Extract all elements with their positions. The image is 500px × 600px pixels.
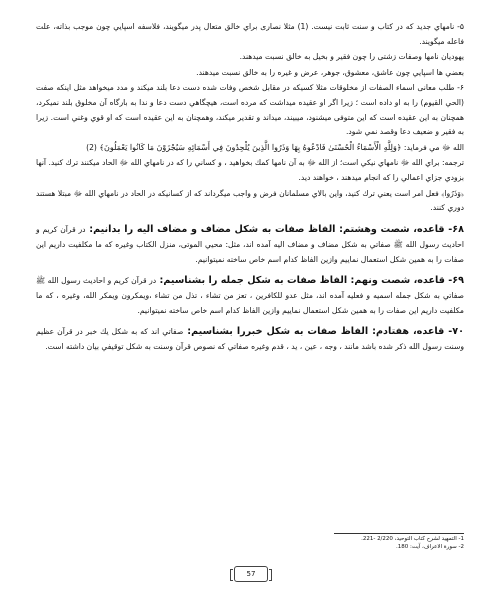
- paragraph-seeking-meanings: ۶- طلب معانى اسماء الصفات از مخلوقات مثلا كسيكه در مقابل شخص وفات شده دست دعا بلند ميكند و مدد ميخواهد مثل اينكه صفت (الحي القيوم) را به او داده است ؛ زيرا اگر او عقيده ميداشت كه مرده است، هيچگاهي دست دعا و ندا به بارگاه آن مخلوق بلند نميكرد، همچنان به اين عقيده است كه اين متوفى ميشنود، ميبيند، ميداند و تقدير ميكند، وهمچنان به اين عقيده است كه او قوي وغني است. زيرا به فقير و ضعيف دعا وقصد نمي شود.: [36, 83, 464, 137]
- document-page: [36, 20, 464, 354]
- paragraph-jews-attributes: يهوديان نامها وصفات زشتى را چون فقير و بخيل به خالق نسبت ميدهند.: [239, 52, 464, 62]
- footnote-divider: [334, 533, 464, 534]
- rule-68-heading: ۶۸- قاعده، شصت وهشتم: الفاظ صفات به شكل مضاف و مضاف اليه را بدانيم:: [85, 223, 464, 235]
- rule-70-heading: ۷۰- قاعده، هفتادم: الفاظ صفات به شكل خبررا بشناسيم:: [183, 325, 464, 337]
- verse-reference: (2): [86, 142, 100, 152]
- rule-68: [36, 222, 464, 267]
- footnote-2: 2- سورة الاعراف، آيت: 180.: [395, 543, 464, 550]
- verse-paragraph: [36, 141, 464, 156]
- rule-70-body: صفاتي اند كه به شكل يك خبر در قرآن عظيم وسنت رسول الله ذكر شده باشد مانند ، وجه ، عين ، يد ، قدم وغيره صفاتي كه نصوص قرآن وسنت به شكل توقيفي بيان داشته است.: [36, 326, 464, 351]
- verse-intro: الله ﷻ مي فرمايد:: [401, 142, 464, 152]
- footnotes: [264, 536, 464, 551]
- rule-69-heading: ۶۹- قاعده، شصت ونهم: الفاظ صفات به شكل جمله را بشناسيم:: [156, 274, 464, 286]
- rule-70: [36, 324, 464, 354]
- paragraph-some-names: بعضي ها اسپايي چون عاشق، معشوق، جوهر، عرض و غيره را به خالق نسبت ميدهند.: [196, 67, 464, 77]
- footnote-1: 1- التمهيد لشرح كتاب التوحيد، 2/220 -221.: [361, 536, 464, 542]
- page-number: 57: [246, 570, 256, 578]
- rule-69: [36, 273, 464, 318]
- rule-69-body: در قرآن كريم و احاديث رسول الله ﷺ صفاتي به شكل جمله اسميه و فعليه آمده اند، مثل عدو للكافرين ، تعز من تشاء ، تذل من تشاء ،ويمكرون ويمكر الله، وغيره ، كه ما مكلفيت داريم اين صفات را به همين شكل استعمال نماييم وازين الفاظ كدام اسم خاص ساخته نميتوانيم.: [36, 275, 464, 315]
- paragraph-new-names: ۵- نامهاي جديد كه در كتاب و سنت ثابت نيست. (1) مثلا نصارى براي خالق متعال پدر ميگويند، فلاسفه اسپايي چون موجب بذاته، علت فاعله ميگويند.: [36, 22, 464, 46]
- verse-explanation: ﴿وَذَرُوا﴾ فعل امر است يعني ترك كنيد، واين بالاي مسلمانان فرض و واجب ميگرداند كه از كسانيكه در الحاد در نامهاي الله ﷻ مبتلا هستند دوري كنند.: [36, 188, 464, 213]
- rule-68-body: در قرآن كريم و احاديث رسول الله ﷺ صفاتي به شكل مضاف و مضاف اليه آمده اند، مثل: محيي الموتى، منزل الكتاب وغيره كه ما مكلفيت داريم اين صفات را به همين شكل استعمال نماييم وازين الفاظ كدام اسم خاص ساخته نميتوانيم.: [36, 224, 464, 264]
- quran-verse: ﴿وَلِلَّهِ الْأَسْمَاءُ الْحُسْنَىٰ فَادْعُوهُ بِهَا وَذَرُوا الَّذِينَ يُلْحِدُونَ فِي أَسْمَائِهِ سَيُجْزَوْنَ مَا كَانُوا يَعْمَلُونَ﴾: [99, 142, 402, 152]
- page-number-frame: [234, 566, 268, 582]
- verse-translation: ترجمه: براي الله ﷻ نامهاي نيكي است؛ از الله ﷻ به آن نامها كمك بخواهيد ، و كساني را كه در نامهاي الله ﷻ الحاد ميكنند ترك كنيد. آنها بزودي جزاي اعمالي را كه انجام ميدهند ، خواهند ديد.: [36, 158, 464, 182]
